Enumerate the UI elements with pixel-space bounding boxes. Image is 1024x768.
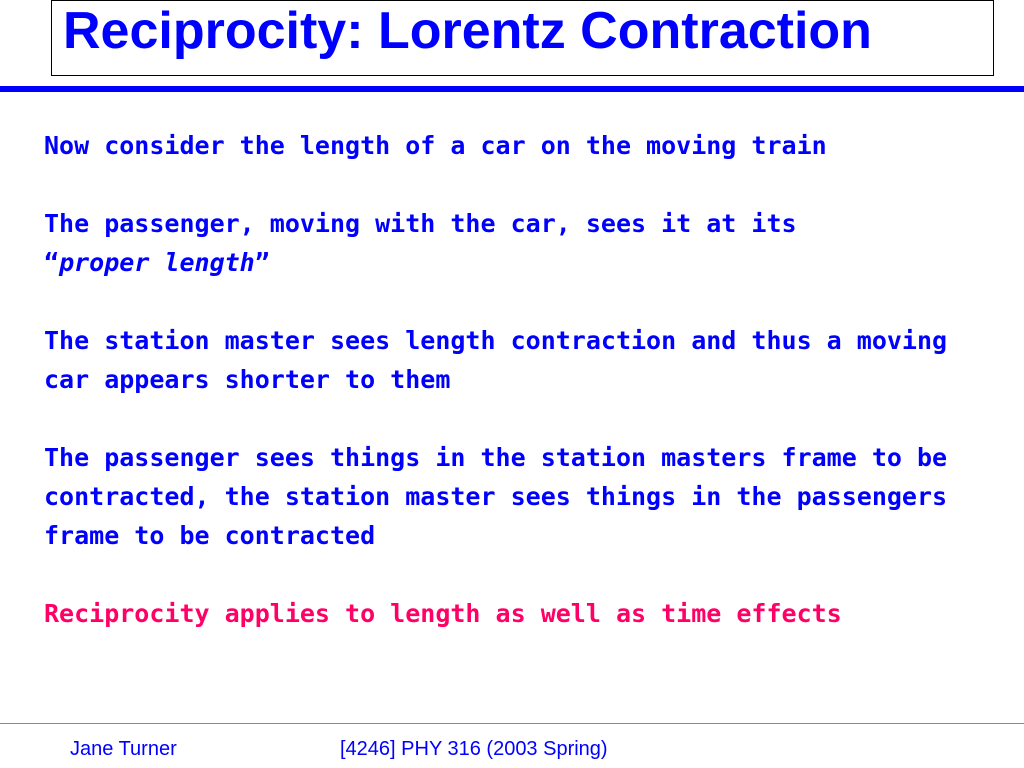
title-divider: [0, 86, 1024, 92]
paragraph-station-master: The station master sees length contraction and thus a moving car appears shorter to them: [44, 326, 948, 394]
proper-length-term: proper length: [59, 248, 255, 277]
paragraph-reciprocity-highlight: Reciprocity applies to length as well as time effects: [44, 599, 842, 628]
paragraph-proper-length: [44, 204, 994, 282]
footer-author: Jane Turner: [70, 738, 177, 760]
footer-course: [4246] PHY 316 (2003 Spring): [340, 738, 608, 760]
paragraph-proper-length-text: The passenger, moving with the car, sees it at its: [44, 209, 797, 238]
open-quote: “: [44, 248, 60, 277]
title-box: [51, 0, 994, 76]
slide-title: Reciprocity: Lorentz Contraction: [63, 2, 872, 60]
close-quote: ”: [254, 248, 270, 277]
paragraph-mutual-contraction: The passenger sees things in the station masters frame to be contracted, the station master sees things in the passengers frame to be contracted: [44, 443, 948, 550]
footer-divider: [0, 723, 1024, 724]
slide-body: [44, 126, 994, 633]
paragraph-car-length: Now consider the length of a car on the moving train: [44, 131, 827, 160]
